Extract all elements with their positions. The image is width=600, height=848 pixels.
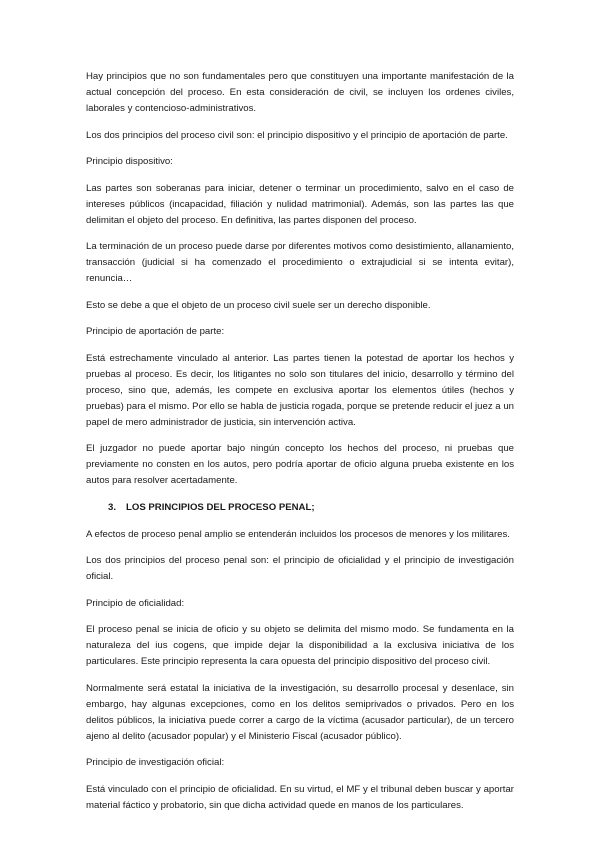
paragraph-dispositivo-body: Las partes son soberanas para iniciar, detener o terminar un procedimiento, salvo en el caso de intereses públicos (incapacidad, filiación y nulidad matrimonial). Además, son las partes las que delimitan el objeto del proceso. En definitiva, las partes disponen del proceso. [86, 182, 514, 226]
paragraph-derecho-disponible: Esto se debe a que el objeto de un proceso civil suele ser un derecho disponible. [86, 299, 431, 311]
subheading-investigacion-oficial: Principio de investigación oficial: [86, 757, 225, 768]
paragraph-terminacion: La terminación de un proceso puede darse por diferentes motivos como desistimiento, allanamiento, transacción (judicial si ha comenzado el procedimiento o extrajudicial si se intenta evitar), renuncia… [86, 241, 514, 284]
subheading-aportacion-parte: Principio de aportación de parte: [86, 326, 225, 337]
section-title: LOS PRINCIPIOS DEL PROCESO PENAL; [126, 501, 315, 513]
paragraph-investigacion-body: Está vinculado con el principio de oficialidad. En su virtud, el MF y el tribunal deben buscar y aportar material fáctico y probatorio, sin que dicha actividad quede en manos de los particulares. [86, 783, 514, 811]
paragraph-iniciativa: Normalmente será estatal la iniciativa de la investigación, su desarrollo procesal y desenlace, sin embargo, hay algunas excepciones, como en los delitos semiprivados o privados. Pero en los delitos públicos, la iniciativa puede correr a cargo de la víctima (acusador particular), de un tercero ajeno al delito (acusador popular) y el Ministerio Fiscal (acusador público). [86, 682, 514, 742]
paragraph-aportacion-body: Está estrechamente vinculado al anterior. Las partes tienen la potestad de aportar los hechos y pruebas al proceso. Es decir, los litigantes no solo son titulares del inicio, desarrollo y término del proceso, sino que, además, les compete en exclusiva aportar los elementos útiles (hechos y pruebas) para el mismo. Por ello se habla de justicia rogada, porque se pretende reducir el juez a un papel de mero administrador de justicia, sin intervención activa. [86, 352, 514, 428]
section-heading [86, 500, 514, 516]
subheading-oficialidad: Principio de oficialidad: [86, 597, 185, 609]
paragraph-juzgador: El juzgador no puede aportar bajo ningún concepto los hechos del proceso, ni pruebas que previamente no consten en los autos, pero podría aportar de oficio alguna prueba existente en los autos para resolver acertadamente. [86, 443, 514, 486]
section-number: 3. [108, 501, 117, 513]
paragraph-intro: Hay principios que no son fundamentales pero que constituyen una importante manifestación de la actual concepción del proceso. En esta consideración de civil, se incluyen los ordenes civiles, laborales y contencioso-administrativos. [86, 71, 514, 114]
paragraph-civil-principles: Los dos principios del proceso civil son: el principio dispositivo y el principio de aportación de parte. [86, 129, 508, 141]
paragraph-penal-principles: Los dos principios del proceso penal son: el principio de oficialidad y el principio de investigación oficial. [86, 555, 514, 582]
paragraph-oficialidad-body: El proceso penal se inicia de oficio y su objeto se delimita del mismo modo. Se fundamenta en la naturaleza del ius cogens, que impide dejar la disponibilidad a la exclusiva iniciativa de los particulares. Este principio representa la cara opuesta del principio dispositivo del proceso civil. [86, 624, 514, 667]
subheading-principio-dispositivo: Principio dispositivo: [86, 156, 173, 167]
paragraph-proceso-penal-amplio: A efectos de proceso penal amplio se entenderán incluidos los procesos de menores y los militares. [86, 528, 510, 540]
